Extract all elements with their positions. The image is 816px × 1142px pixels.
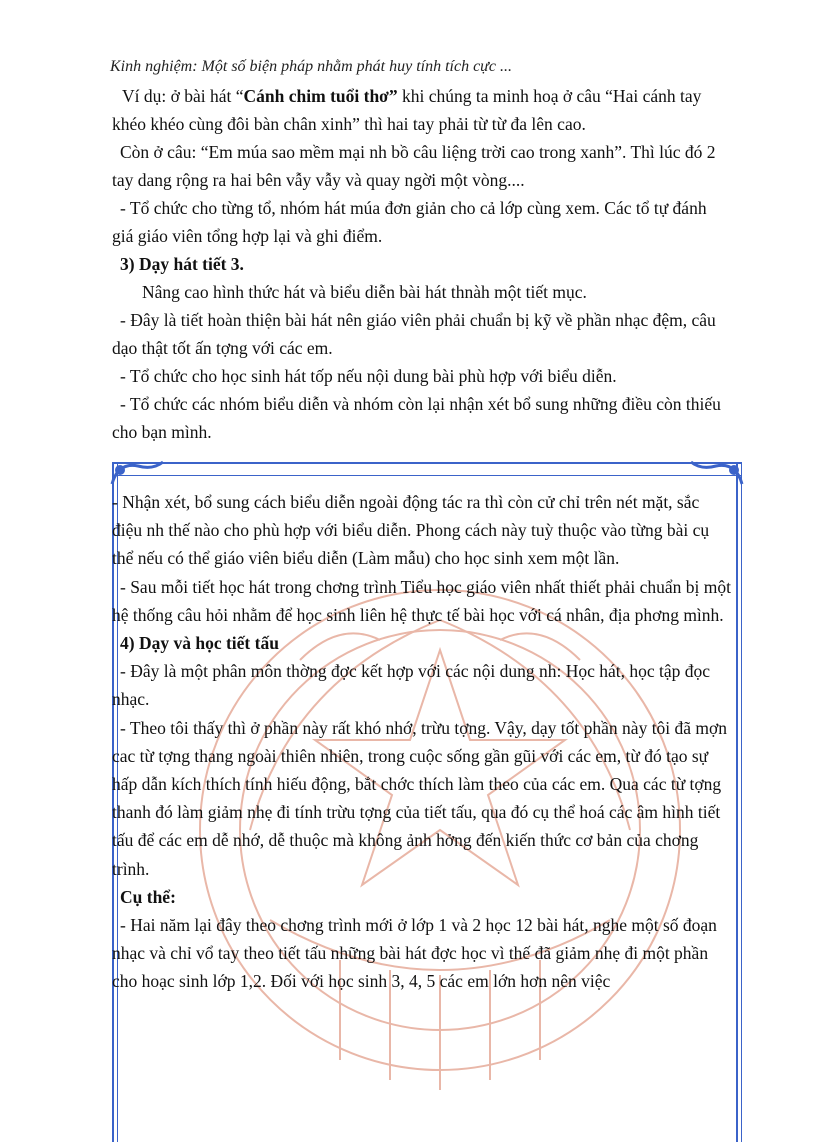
paragraph: - Nhận xét, bổ sung cách biểu diễn ngoài động tác ra thì còn cử chỉ trên nét mặt, sắc điệu nh thế nào cho phù hợp với biểu diễn. Phong cách này tuỳ thuộc vào từng bài cụ thể nếu có thể giáo viên biểu diễn (Làm mẫu) cho học sinh xem một lần. xyxy=(112,492,710,569)
paragraph: - Đây là tiết hoàn thiện bài hát nên giáo viên phải chuẩn bị kỹ về phần nhạc đệm, câu dạo thật tốt ấn tợng với các em. xyxy=(112,310,716,358)
text-run: khi chúng ta minh hoạ ở câu “Hai cánh tay khéo khéo cùng đôi bàn chân xinh” thì hai tay phải từ từ đa lên cao. xyxy=(112,86,702,134)
section-heading-3: 3) Dạy hát tiết 3. xyxy=(120,254,244,274)
paragraph: - Theo tôi thấy thì ở phần này rất khó nhớ, trừu tợng. Vậy, dạy tốt phần này tôi đã mợn cac từ tợng thang ngoài thiên nhiên, trong cuộc sống gần gũi với các em, từ đó tạo sự hấp dẫn kích thích tính hiếu động, bắt chớc thích làm theo của các em. Qua các từ tợng thanh đó làm giảm nhẹ đi tính trừu tợng của tiết tấu, qua đó cụ thể hoá các âm hình tiết tấu để các em dễ nhớ, dễ thuộc mà không ảnh hởng đến kiến thức cơ bản của chơng trình. xyxy=(112,717,728,879)
paragraph: - Tổ chức cho học sinh hát tốp nếu nội dung bài phù hợp với biểu diễn. xyxy=(120,366,617,386)
corner-ornament-left-icon xyxy=(108,458,168,488)
section-heading-4: 4) Dạy và học tiết tấu xyxy=(120,633,279,654)
paragraph: Còn ở câu: “Em múa sao mềm mại nh bồ câu liệng trời cao trong xanh”. Thì lúc đó 2 tay dang rộng ra hai bên vẫy vẫy và quay ngời một vòng.... xyxy=(112,142,716,190)
paragraph-example xyxy=(112,82,732,138)
paragraph: Nâng cao hình thức hát và biểu diễn bài hát thnàh một tiết mục. xyxy=(142,282,587,302)
frame-border-right xyxy=(736,462,742,1142)
page-header: Kinh nghiệm: Một số biện pháp nhằm phát huy tính tích cực ... xyxy=(110,58,513,75)
paragraph: - Hai năm lại đây theo chơng trình mới ở lớp 1 và 2 học 12 bài hát, nghe một số đoạn nhạc và chỉ vổ tay theo tiết tấu những bài hát đợc học vì thế đã giảm nhẹ đi một phần cho hoạc sinh lớp 1,2. Đối với học sinh 3, 4, 5 các em lớn hơn nên việc xyxy=(112,915,717,992)
subheading-cu-the: Cụ thể: xyxy=(120,886,176,907)
paragraph: - Sau mỗi tiết học hát trong chơng trình Tiểu học giáo viên nhất thiết phải chuẩn bị một hệ thống câu hỏi nhằm để học sinh liên hệ thực tế bài học với cá nhân, địa phơng mình. xyxy=(112,576,731,625)
top-text-block xyxy=(112,82,732,446)
frame-text-block xyxy=(112,488,732,996)
paragraph: - Tổ chức cho từng tổ, nhóm hát múa đơn giản cho cả lớp cùng xem. Các tổ tự đánh giá giáo viên tổng hợp lại và ghi điểm. xyxy=(112,198,707,246)
frame-border-top xyxy=(112,462,742,476)
paragraph: - Đây là một phân môn thờng đợc kết hợp với các nội dung nh: Học hát, học tập đọc nhạc. xyxy=(112,661,711,710)
corner-ornament-right-icon xyxy=(686,458,746,488)
text-run: Ví dụ: ở bài hát “ xyxy=(122,86,244,106)
paragraph: - Tổ chức các nhóm biểu diễn và nhóm còn lại nhận xét bổ sung những điều còn thiếu cho bạn mình. xyxy=(112,394,721,442)
song-title: Cánh chim tuổi thơ” xyxy=(243,86,398,106)
